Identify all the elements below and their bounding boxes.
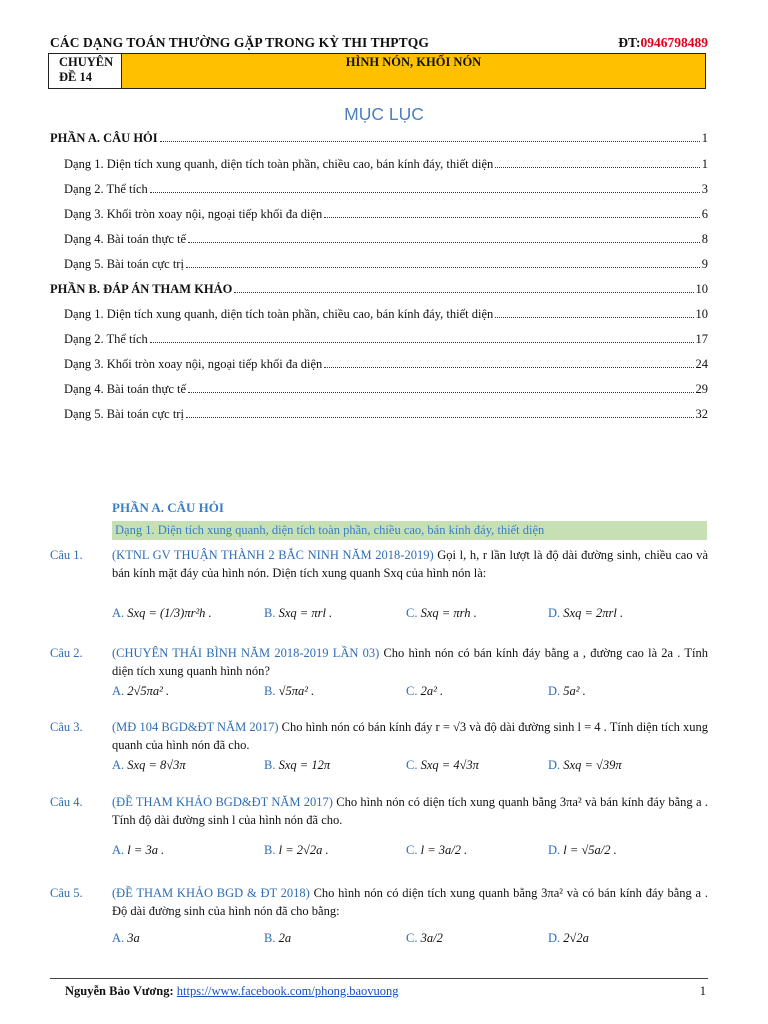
toc-page: 6 — [701, 207, 708, 221]
toc-page: 24 — [695, 357, 708, 371]
toc-page: 1 — [701, 157, 708, 171]
toc-label: Dạng 4. Bài toán thực tế — [64, 382, 187, 396]
toc-leader — [188, 241, 700, 243]
toc-label: Dạng 5. Bài toán cực trị — [64, 407, 184, 421]
option-letter: A. — [112, 684, 125, 698]
toc-label: PHẦN A. CÂU HỎI — [50, 131, 158, 145]
toc-leader — [324, 366, 693, 368]
phone-label: ĐT: — [618, 35, 641, 50]
option-value: Sxq = 2πrl . — [563, 606, 624, 620]
option-value: 2a — [278, 931, 292, 945]
toc-page: 1 — [701, 131, 708, 145]
option-b[interactable] — [264, 758, 330, 773]
toc-label: Dạng 1. Diện tích xung quanh, diện tích toàn phần, chiều cao, bán kính đáy, thiết diện — [64, 307, 494, 321]
option-b[interactable] — [264, 684, 314, 699]
option-value: l = √5a/2 . — [563, 843, 617, 857]
option-letter: A. — [112, 843, 125, 857]
option-letter: A. — [112, 931, 125, 945]
option-value: Sxq = √39π — [563, 758, 622, 772]
option-a[interactable] — [112, 758, 186, 773]
toc-row-a-dang-2[interactable] — [64, 182, 708, 197]
toc-leader — [324, 216, 699, 218]
toc-page: 8 — [701, 232, 708, 246]
toc-row-a-dang-1[interactable] — [64, 157, 708, 172]
toc-row-b-dang-1[interactable] — [64, 307, 708, 322]
option-letter: C. — [406, 931, 418, 945]
toc-row-a-dang-4[interactable] — [64, 232, 708, 247]
toc-page: 3 — [701, 182, 708, 196]
option-value: Sxq = 12π — [278, 758, 331, 772]
question-source: (MĐ 104 BGD&ĐT NĂM 2017) — [112, 720, 279, 734]
toc-page: 9 — [701, 257, 708, 271]
question-number: Câu 5. — [50, 886, 83, 900]
toc-label: Dạng 3. Khối tròn xoay nội, ngoại tiếp khối đa diện — [64, 357, 323, 371]
toc-label: Dạng 2. Thể tích — [64, 332, 148, 346]
footer-separator: : — [169, 984, 177, 998]
topic-name: HÌNH NÓN, KHỐI NÓN — [122, 54, 705, 88]
toc-row-a-dang-3[interactable] — [64, 207, 708, 222]
facebook-link[interactable]: https://www.facebook.com/phong.baovuong — [176, 984, 399, 998]
topic-label — [49, 54, 122, 88]
option-d[interactable] — [548, 606, 623, 621]
option-a[interactable] — [112, 843, 164, 858]
option-b[interactable] — [264, 606, 332, 621]
option-value: Sxq = πrl . — [278, 606, 333, 620]
option-letter: C. — [406, 843, 418, 857]
question-source: (CHUYÊN THÁI BÌNH NĂM 2018-2019 LẦN 03) — [112, 646, 380, 660]
toc-row-b-dang-2[interactable] — [64, 332, 708, 347]
option-letter: D. — [548, 606, 561, 620]
question-number: Câu 3. — [50, 720, 83, 734]
option-value: √5πa² . — [278, 684, 315, 698]
question-text — [112, 884, 708, 920]
option-letter: A. — [112, 758, 125, 772]
section-a-title: PHẦN A. CÂU HỎI — [112, 500, 224, 515]
toc-leader — [186, 266, 700, 268]
option-value: l = 3a . — [127, 843, 165, 857]
footer-divider — [50, 978, 708, 979]
footer-author — [65, 984, 399, 999]
option-letter: B. — [264, 758, 276, 772]
option-letter: C. — [406, 684, 418, 698]
topic-label-line2: ĐỀ 14 — [59, 70, 92, 84]
toc-leader — [495, 316, 693, 318]
option-value: 3a/2 — [420, 931, 443, 945]
document-header-title: CÁC DẠNG TOÁN THƯỜNG GẶP TRONG KỲ THI THPTQG — [50, 35, 429, 50]
option-letter: B. — [264, 931, 276, 945]
toc-row-part-b[interactable] — [50, 282, 708, 297]
toc-label: Dạng 4. Bài toán thực tế — [64, 232, 187, 246]
page-number: 1 — [699, 984, 706, 998]
question-body: Cho hình nón có bán kính đáy bằng a , đường cao là 2a . Tính diện tích xung quanh hình nón? — [112, 646, 708, 678]
topic-label-line1: CHUYÊN — [59, 55, 114, 69]
option-a[interactable] — [112, 684, 169, 699]
question-body: Cho hình nón có diện tích xung quanh bằng 3πa² và bán kính đáy bằng a . Tính độ dài đường sinh l của hình nón đã cho. — [112, 795, 708, 827]
question-source: (KTNL GV THUẬN THÀNH 2 BẮC NINH NĂM 2018-2019) — [112, 548, 434, 562]
phone-contact — [618, 35, 708, 51]
option-d[interactable] — [548, 758, 622, 773]
option-c[interactable] — [406, 843, 467, 858]
toc-label: Dạng 1. Diện tích xung quanh, diện tích toàn phần, chiều cao, bán kính đáy, thiết diện — [64, 157, 494, 171]
option-letter: C. — [406, 606, 418, 620]
question-source: (ĐỀ THAM KHẢO BGD&ĐT NĂM 2017) — [112, 795, 333, 809]
toc-leader — [150, 341, 694, 343]
toc-label: Dạng 5. Bài toán cực trị — [64, 257, 184, 271]
option-value: l = 3a/2 . — [420, 843, 468, 857]
option-value: 5a² . — [563, 684, 586, 698]
toc-page: 10 — [695, 282, 708, 296]
option-value: Sxq = πrh . — [420, 606, 477, 620]
question-number: Câu 1. — [50, 548, 83, 562]
question-text — [112, 644, 708, 680]
question-body: Gọi l, h, r lần lượt là độ dài đường sinh, chiều cao và bán kính mặt đáy của hình nón. Diện tích xung quanh Sxq của hình nón là: — [112, 548, 708, 580]
option-value: 2a² . — [420, 684, 444, 698]
toc-page: 10 — [695, 307, 708, 321]
option-d[interactable] — [548, 684, 586, 699]
author-name: Nguyễn Bảo Vương — [65, 984, 170, 998]
option-letter: D. — [548, 684, 561, 698]
dang-1-band: Dạng 1. Diện tích xung quanh, diện tích toàn phần, chiều cao, bán kính đáy, thiết diện — [112, 521, 707, 540]
option-letter: B. — [264, 684, 276, 698]
question-text — [112, 718, 708, 754]
toc-row-a-dang-5[interactable] — [64, 257, 708, 272]
option-letter: D. — [548, 843, 561, 857]
phone-number: 0946798489 — [640, 35, 708, 50]
question-number: Câu 2. — [50, 646, 83, 660]
toc-leader — [495, 166, 699, 168]
toc-row-part-a[interactable] — [50, 131, 708, 146]
toc-label: Dạng 2. Thể tích — [64, 182, 148, 196]
option-c[interactable] — [406, 684, 443, 699]
option-value: 2√2a — [563, 931, 589, 945]
question-number: Câu 4. — [50, 795, 83, 809]
option-c[interactable] — [406, 606, 477, 621]
option-a[interactable] — [112, 931, 140, 946]
toc-row-b-dang-3[interactable] — [64, 357, 708, 372]
question-text — [112, 793, 708, 829]
toc-leader — [186, 416, 694, 418]
toc-leader — [150, 191, 700, 193]
option-letter: D. — [548, 758, 561, 772]
option-value: Sxq = 8√3π — [127, 758, 186, 772]
option-letter: B. — [264, 606, 276, 620]
option-value: Sxq = (1/3)πr²h . — [127, 606, 212, 620]
question-body: Cho hình nón có bán kính đáy r = √3 và độ dài đường sinh l = 4 . Tính diện tích xung quanh của hình nón đã cho. — [112, 720, 709, 752]
toc-label: PHẦN B. ĐÁP ÁN THAM KHẢO — [50, 282, 233, 296]
option-a[interactable] — [112, 606, 212, 621]
toc-leader — [188, 391, 693, 393]
option-b[interactable] — [264, 931, 291, 946]
topic-box — [48, 53, 706, 89]
toc-page: 17 — [695, 332, 708, 346]
option-value: 3a — [127, 931, 140, 945]
option-value: l = 2√2a . — [278, 843, 329, 857]
option-c[interactable] — [406, 758, 479, 773]
option-letter: D. — [548, 931, 561, 945]
option-letter: C. — [406, 758, 418, 772]
option-value: 2√5πa² . — [127, 684, 170, 698]
option-d[interactable] — [548, 931, 589, 946]
toc-label: Dạng 3. Khối tròn xoay nội, ngoại tiếp khối đa diện — [64, 207, 323, 221]
toc-leader — [234, 291, 693, 293]
question-text — [112, 546, 708, 582]
toc-page: 29 — [695, 382, 708, 396]
toc-page: 32 — [695, 407, 708, 421]
option-letter: A. — [112, 606, 125, 620]
option-letter: B. — [264, 843, 276, 857]
option-c[interactable] — [406, 931, 443, 946]
toc-title: MỤC LỤC — [344, 104, 424, 124]
toc-leader — [160, 140, 700, 142]
toc-row-b-dang-5[interactable] — [64, 407, 708, 422]
question-body: Cho hình nón có diện tích xung quanh bằng 3πa² và có bán kính đáy bằng a . Độ dài đường sinh của hình nón đã cho bằng: — [112, 886, 708, 918]
option-value: Sxq = 4√3π — [420, 758, 479, 772]
option-d[interactable] — [548, 843, 617, 858]
option-b[interactable] — [264, 843, 329, 858]
question-source: (ĐỀ THAM KHẢO BGD & ĐT 2018) — [112, 886, 310, 900]
toc-row-b-dang-4[interactable] — [64, 382, 708, 397]
